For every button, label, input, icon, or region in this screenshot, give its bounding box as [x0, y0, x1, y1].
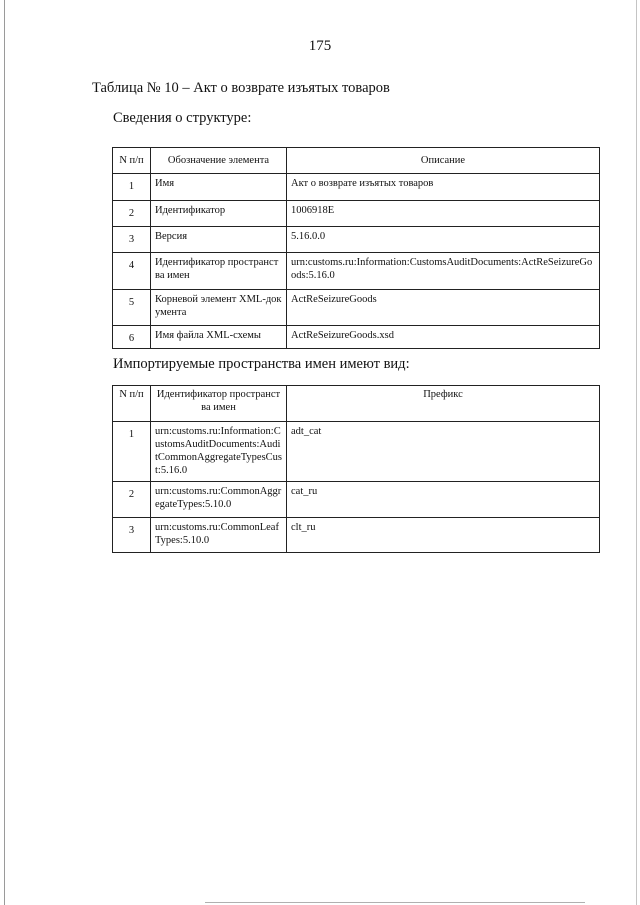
element-description: 1006918E	[287, 201, 600, 227]
structure-heading: Сведения о структуре:	[113, 110, 252, 126]
table-row	[113, 326, 600, 349]
table-header-row	[113, 148, 600, 174]
namespace-identifier: urn:customs.ru:CommonAggregateTypes:5.10.0	[151, 482, 287, 518]
element-name: Идентификатор	[151, 201, 287, 227]
namespace-prefix: adt_cat	[287, 422, 600, 482]
row-number: 2	[113, 482, 151, 518]
element-name: Имя	[151, 174, 287, 201]
column-header-prefix: Префикс	[287, 386, 600, 422]
table-row	[113, 227, 600, 253]
element-name: Версия	[151, 227, 287, 253]
structure-table	[112, 147, 600, 349]
row-number: 1	[113, 422, 151, 482]
table-row	[113, 253, 600, 290]
column-header-element: Обозначение элемента	[151, 148, 287, 174]
element-name: Имя файла XML-схемы	[151, 326, 287, 349]
imports-table	[112, 385, 600, 553]
element-description: ActReSeizureGoods.xsd	[287, 326, 600, 349]
table-header-row	[113, 386, 600, 422]
row-number: 5	[113, 290, 151, 326]
scan-left-edge	[4, 0, 5, 905]
row-number: 1	[113, 174, 151, 201]
element-description: Акт о возврате изъятых товаров	[287, 174, 600, 201]
row-number: 3	[113, 518, 151, 553]
element-description: urn:customs.ru:Information:CustomsAuditDocuments:ActReSeizureGoods:5.16.0	[287, 253, 600, 290]
table-title: Таблица № 10 – Акт о возврате изъятых товаров	[92, 80, 390, 96]
column-header-namespace: Идентификатор пространства имен	[151, 386, 287, 422]
table-row	[113, 518, 600, 553]
scan-bottom-edge	[205, 902, 585, 903]
page-number: 175	[308, 38, 332, 54]
table-row	[113, 201, 600, 227]
element-name: Идентификатор пространства имен	[151, 253, 287, 290]
imports-heading: Импортируемые пространства имен имеют вид:	[113, 356, 410, 372]
row-number: 3	[113, 227, 151, 253]
scan-right-edge	[636, 0, 637, 905]
row-number: 6	[113, 326, 151, 349]
table-row	[113, 290, 600, 326]
table-row	[113, 174, 600, 201]
element-description: ActReSeizureGoods	[287, 290, 600, 326]
column-header-number: N п/п	[113, 148, 151, 174]
namespace-identifier: urn:customs.ru:Information:CustomsAuditDocuments:AuditCommonAggregateTypesCust:5.16.0	[151, 422, 287, 482]
namespace-prefix: clt_ru	[287, 518, 600, 553]
row-number: 4	[113, 253, 151, 290]
element-description: 5.16.0.0	[287, 227, 600, 253]
namespace-prefix: cat_ru	[287, 482, 600, 518]
column-header-number: N п/п	[113, 386, 151, 422]
row-number: 2	[113, 201, 151, 227]
namespace-identifier: urn:customs.ru:CommonLeafTypes:5.10.0	[151, 518, 287, 553]
table-row	[113, 482, 600, 518]
element-name: Корневой элемент XML-документа	[151, 290, 287, 326]
column-header-description: Описание	[287, 148, 600, 174]
table-row	[113, 422, 600, 482]
